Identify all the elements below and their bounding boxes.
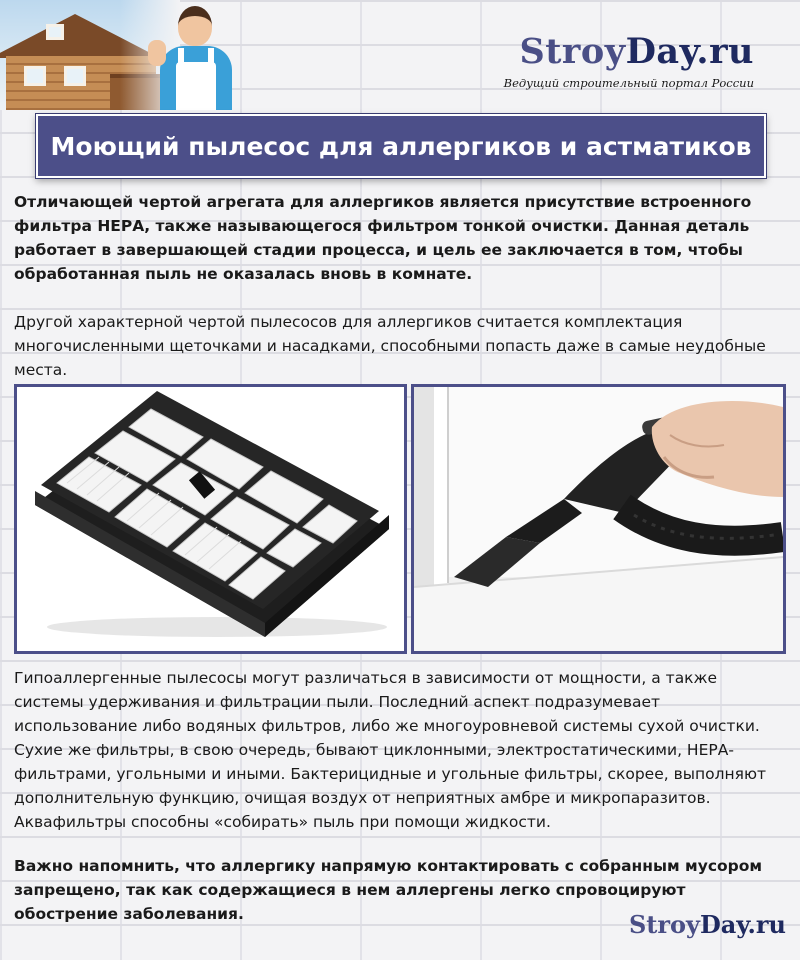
page-header	[0, 0, 800, 110]
worker-mascot-illustration	[150, 0, 240, 110]
brand-logo[interactable]	[504, 32, 754, 72]
paragraph-filter-types: Гипоаллергенные пылесосы могут различаться в зависимости от мощности, а также системы удерживания и фильтрации пыли. Последний аспект подразумевает использование либо водяных фильтров, либо же многоуровневой системы сухой очистки. Сухие же фильтры, в свою очередь, бывают циклонными, электростатическими, НЕРА-фильтрами, угольными и иными. Бактерицидные и угольные фильтры, скорее, выполняют дополнительную функцию, очищая воздух от неприятных амбре и микропаразитов. Аквафильтры способны «собирать» пыль при помощи жидкости.	[14, 669, 767, 831]
hepa-filter-image	[14, 384, 407, 654]
paragraph-attachments: Другой характерной чертой пылесосов для аллергиков считается комплектация многочисленными щеточками и насадками, способными попасть даже в самые неудобные места.	[14, 313, 766, 379]
brand-tagline: Ведущий строительный портал России	[503, 76, 754, 90]
footer-logo-part1: Stroy	[628, 910, 700, 939]
brand-block	[504, 32, 754, 90]
hepa-filter-drawing	[17, 387, 404, 651]
paragraph-hepa-filter: Отличающей чертой агрегата для аллергиков является присутствие встроенного фильтра НЕРА, также называющегося фильтром тонкой очистки. Данная деталь работает в завершающей стадии процесса, и цель ее заключается в том, чтобы обработанная пыль не оказалась вновь в комнате.	[14, 193, 752, 283]
brand-logo-part2: Day.ru	[625, 31, 754, 72]
paragraph-warning: Важно напомнить, что аллергику напрямую контактировать с собранным мусором запрещено, так как содержащиеся в нем аллергены легко спровоцируют обострение заболевания.	[14, 857, 763, 923]
footer-logo[interactable]	[629, 910, 786, 939]
title-banner	[36, 114, 766, 178]
footer-logo-part2: Day.ru	[699, 910, 786, 939]
vacuum-nozzle-drawing	[414, 387, 783, 651]
page-title: Моющий пылесос для аллергиков и астматиков	[50, 131, 752, 161]
brand-logo-part1: Stroy	[519, 31, 626, 72]
vacuum-nozzle-image	[411, 384, 786, 654]
